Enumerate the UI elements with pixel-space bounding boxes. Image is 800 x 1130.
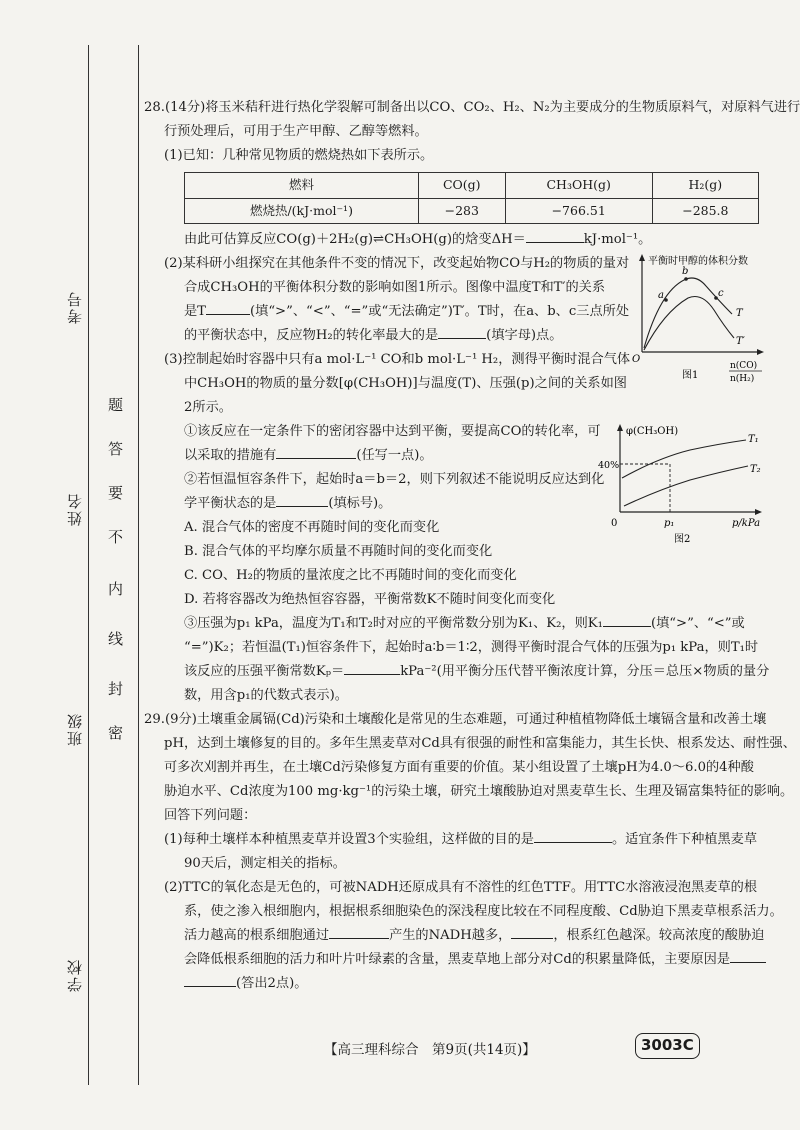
- q28-part2-line4: [184, 324, 562, 349]
- exam-code: 3003C: [635, 1033, 700, 1059]
- fig1-point-b: [684, 277, 688, 281]
- q28-sub3-text-d: kPa⁻²(用平衡分压代替平衡浓度计算，分压＝总压×物质的量分: [400, 664, 770, 679]
- q29-part2-text-a: 活力越高的根系细胞通过: [184, 928, 330, 943]
- name-label: 姓名: [66, 492, 84, 526]
- q29-part2-text-b: 产生的NADH越多，: [389, 928, 512, 943]
- answer-blank[interactable]: [526, 228, 584, 243]
- q29-line2: pH，达到土壤修复的目的。多年生黑麦草对Cd具有很强的耐性和富集能力，其生长快、根系发达、耐性强、: [164, 736, 796, 751]
- fig1-curve-t-prime: [644, 297, 734, 351]
- fig2-curve-t1: [622, 440, 746, 478]
- q29-part1-line2: 90天后，测定相关的指标。: [184, 856, 346, 871]
- binding-line-left: [88, 45, 89, 1085]
- fig1-xlabel-num: n(CO): [730, 361, 758, 371]
- q29-line4: 胁迫水平、Cd浓度为100 mg·kg⁻¹的污染土壤，研究土壤酸胁迫对黑麦草生长、生理及镉富集特征的影响。: [164, 784, 794, 799]
- answer-blank[interactable]: [730, 948, 766, 963]
- fig2-origin: 0: [611, 518, 618, 529]
- answer-blank[interactable]: [344, 660, 400, 675]
- fig1-point-a: [664, 298, 668, 302]
- q28-sub1-line2: [184, 444, 433, 469]
- seal-char: 内: [108, 580, 124, 598]
- table-header: CO(g): [418, 173, 505, 199]
- answer-blank[interactable]: [603, 612, 651, 627]
- seal-char: 答: [108, 440, 124, 458]
- exam-number-label: 考号: [66, 290, 84, 324]
- q29-part2-line3: [184, 924, 764, 949]
- table-row: [185, 173, 759, 199]
- seal-char: 线: [108, 630, 124, 648]
- q28-part1-question: [184, 228, 651, 253]
- fig1-caption: 图1: [682, 370, 699, 381]
- q28-sub3-line4: 数，用含p₁的代数式表示)。: [184, 688, 348, 703]
- combustion-heat-table: [184, 172, 759, 224]
- q29-part2-line2: 系，使之渗入根细胞内，根据根系细胞染色的深浅程度比较在不同程度酸、Cd胁迫下黑麦草根系活力。: [184, 904, 783, 919]
- q29-part2-text-c: ，根系红色越深。较高浓度的酸胁迫: [553, 928, 765, 943]
- q28-sub3-line3: [184, 660, 769, 685]
- fig2-x-tick: p₁: [664, 518, 675, 529]
- fig2-caption: 图2: [674, 534, 691, 545]
- q28-part2-text-d: (填字母)点。: [486, 328, 563, 343]
- fig1-x-arrow: [757, 349, 764, 355]
- q28-part2-text-b: (填“>”、“<”、“=”或“无法确定”)T′。T时，在a、b、c三点所处: [249, 304, 630, 319]
- footer-text: 【高三理科综合 第9页(共14页)】: [324, 1042, 536, 1058]
- answer-blank[interactable]: [534, 828, 612, 843]
- q28-part2-text-c: 的平衡状态中，反应物H₂的转化率最大的是: [184, 328, 439, 343]
- q28-header: 28.(14分)将玉米秸秆进行热化学裂解可制备出以CO、CO₂、H₂、N₂为主要成分的生物质原料气，对原料气进行: [144, 100, 800, 115]
- table-cell: −766.51: [505, 198, 652, 224]
- answer-blank[interactable]: [206, 300, 250, 315]
- fig2-xlabel: p/kPa: [732, 518, 761, 529]
- q29-part1-text-b: 。适宜条件下种植黑麦草: [611, 832, 758, 847]
- q28-sub3-text-b: (填“>”、“<”或: [650, 616, 745, 631]
- q28-sub1-text-a: 以采取的措施有: [184, 448, 277, 463]
- seal-char: 不: [108, 528, 124, 546]
- q29-line1: 29.(9分)土壤重金属镉(Cd)污染和土壤酸化是常见的生态难题，可通过种植植物降低土壤镉含量和改善土壤: [144, 712, 767, 727]
- figure-1: [632, 252, 767, 412]
- answer-blank[interactable]: [438, 324, 486, 339]
- fig1-ylabel: 平衡时甲醇的体积分数: [648, 256, 748, 267]
- seal-char: 题: [108, 396, 124, 414]
- answer-blank[interactable]: [184, 972, 236, 987]
- answer-blank[interactable]: [511, 924, 553, 939]
- q28-part2-line1: (2)某科研小组探究在其他条件不变的情况下，改变起始物CO与H₂的物质的量对: [164, 256, 630, 271]
- fig2-x-arrow: [755, 509, 762, 515]
- table-header: 燃料: [185, 173, 419, 199]
- q29-part2-line1: (2)TTC的氧化态是无色的，可被NADH还原成具有不溶性的红色TTF。用TTC水溶液浸泡黑麦草的根: [164, 880, 758, 895]
- table-header: CH₃OH(g): [505, 173, 652, 199]
- q29-line3: 可多次刈割并再生，在土壤Cd污染修复方面有重要的价值。某小组设置了土壤pH为4.0～6.0的4种酸: [164, 760, 754, 775]
- q28-sub1-text-b: (任写一点)。: [356, 448, 433, 463]
- option-c: C. CO、H₂的物质的量浓度之比不再随时间的变化而变化: [184, 568, 517, 583]
- fig1-label-a: a: [658, 290, 664, 301]
- q29-line5: 回答下列问题：: [164, 808, 257, 823]
- binding-line-right: [138, 45, 139, 1085]
- q28-part1-text-b: kJ·mol⁻¹。: [583, 232, 652, 247]
- fig2-y-tick: 40%: [598, 460, 620, 471]
- q28-part3-line3: 2所示。: [184, 400, 232, 415]
- q28-sub3-line1: [184, 612, 745, 637]
- q28-sub2-line1: ②若恒温恒容条件下，起始时a＝b＝2，则下列叙述不能说明反应达到化: [184, 472, 605, 487]
- fig1-label-t-prime: T′: [736, 336, 745, 347]
- fig2-y-arrow: [617, 424, 623, 431]
- table-cell: −283: [418, 198, 505, 224]
- option-b: B. 混合气体的平均摩尔质量不再随时间的变化而变化: [184, 544, 493, 559]
- q29-part2-line5: [184, 972, 307, 997]
- q29-part2-text-e: (答出2点)。: [236, 976, 308, 991]
- q29-part1-line1: [164, 828, 757, 853]
- fig1-label-b: b: [682, 266, 689, 277]
- fig1-label-t: T: [736, 308, 743, 319]
- figure-2: [598, 420, 768, 550]
- fig1-origin: O: [632, 354, 641, 365]
- q28-sub1-line1: ①该反应在一定条件下的密闭容器中达到平衡，要提高CO的转化率，可: [184, 424, 601, 439]
- class-label: 班级: [66, 712, 84, 746]
- fig1-y-arrow: [639, 254, 645, 261]
- fig1-xlabel-den: n(H₂): [730, 374, 755, 384]
- q28-sub3-line2: “=”)K₂；若恒温(T₁)恒容条件下，起始时a∶b＝1∶2，测得平衡时混合气体的压强为p₁ kPa，则T₁时: [184, 640, 759, 655]
- school-label: 学校: [66, 958, 84, 992]
- q28-part3-line2: 中CH₃OH的物质的量分数[φ(CH₃OH)]与温度(T)、压强(p)之间的关系如图: [184, 376, 627, 391]
- q28-part1-intro: (1)已知：几种常见物质的燃烧热如下表所示。: [164, 148, 434, 163]
- q28-part2-line3: [184, 300, 629, 325]
- seal-char: 要: [108, 484, 124, 502]
- q28-part3-line1: (3)控制起始时容器中只有a mol·L⁻¹ CO和b mol·L⁻¹ H₂，测得平衡时混合气体: [164, 352, 631, 367]
- q28-sub2-text-a: 学平衡状态的是: [184, 496, 277, 511]
- fig2-label-t1: T₁: [748, 434, 759, 445]
- table-row-label: 燃烧热/(kJ·mol⁻¹): [185, 198, 419, 224]
- table-header: H₂(g): [652, 173, 758, 199]
- q28-sub2-text-b: (填标号)。: [328, 496, 392, 511]
- q29-part2-text-d: 会降低根系细胞的活力和叶片叶绿素的含量，黑麦草地上部分对Cd的积累量降低，主要原因是: [184, 952, 731, 967]
- table-row: [185, 198, 759, 224]
- q28-part1-text-a: 由此可估算反应CO(g)＋2H₂(g)⇌CH₃OH(g)的焓变ΔH＝: [184, 232, 526, 247]
- q28-sub2-line2: [184, 492, 391, 517]
- table-cell: −285.8: [652, 198, 758, 224]
- answer-blank[interactable]: [329, 924, 389, 939]
- answer-blank[interactable]: [276, 444, 356, 459]
- q28-sub3-text-c: 该反应的压强平衡常数Kₚ＝: [184, 664, 345, 679]
- q28-header-cont: 行预处理后，可用于生产甲醇、乙醇等燃料。: [164, 124, 428, 139]
- fig2-ylabel: φ(CH₃OH): [626, 426, 679, 437]
- fig1-label-c: c: [718, 288, 724, 299]
- q28-part2-line2: 合成CH₃OH的平衡体积分数的影响如图1所示。图像中温度T和T′的关系: [184, 280, 606, 295]
- fig2-label-t2: T₂: [750, 464, 761, 475]
- option-d: D. 若将容器改为绝热恒容容器，平衡常数K不随时间变化而变化: [184, 592, 556, 607]
- q28-part2-text-a: 是T: [184, 304, 206, 319]
- answer-blank[interactable]: [276, 492, 328, 507]
- fig2-curve-t2: [624, 466, 748, 506]
- option-a: A. 混合气体的密度不再随时间的变化而变化: [184, 520, 440, 535]
- q29-part2-line4: [184, 948, 766, 973]
- seal-char: 封: [108, 680, 124, 698]
- q28-sub3-text-a: ③压强为p₁ kPa，温度为T₁和T₂时对应的平衡常数分别为K₁、K₂，则K₁: [184, 616, 603, 631]
- q29-part1-text-a: (1)每种土壤样本种植黑麦草并设置3个实验组，这样做的目的是: [164, 832, 534, 847]
- seal-char: 密: [108, 724, 124, 742]
